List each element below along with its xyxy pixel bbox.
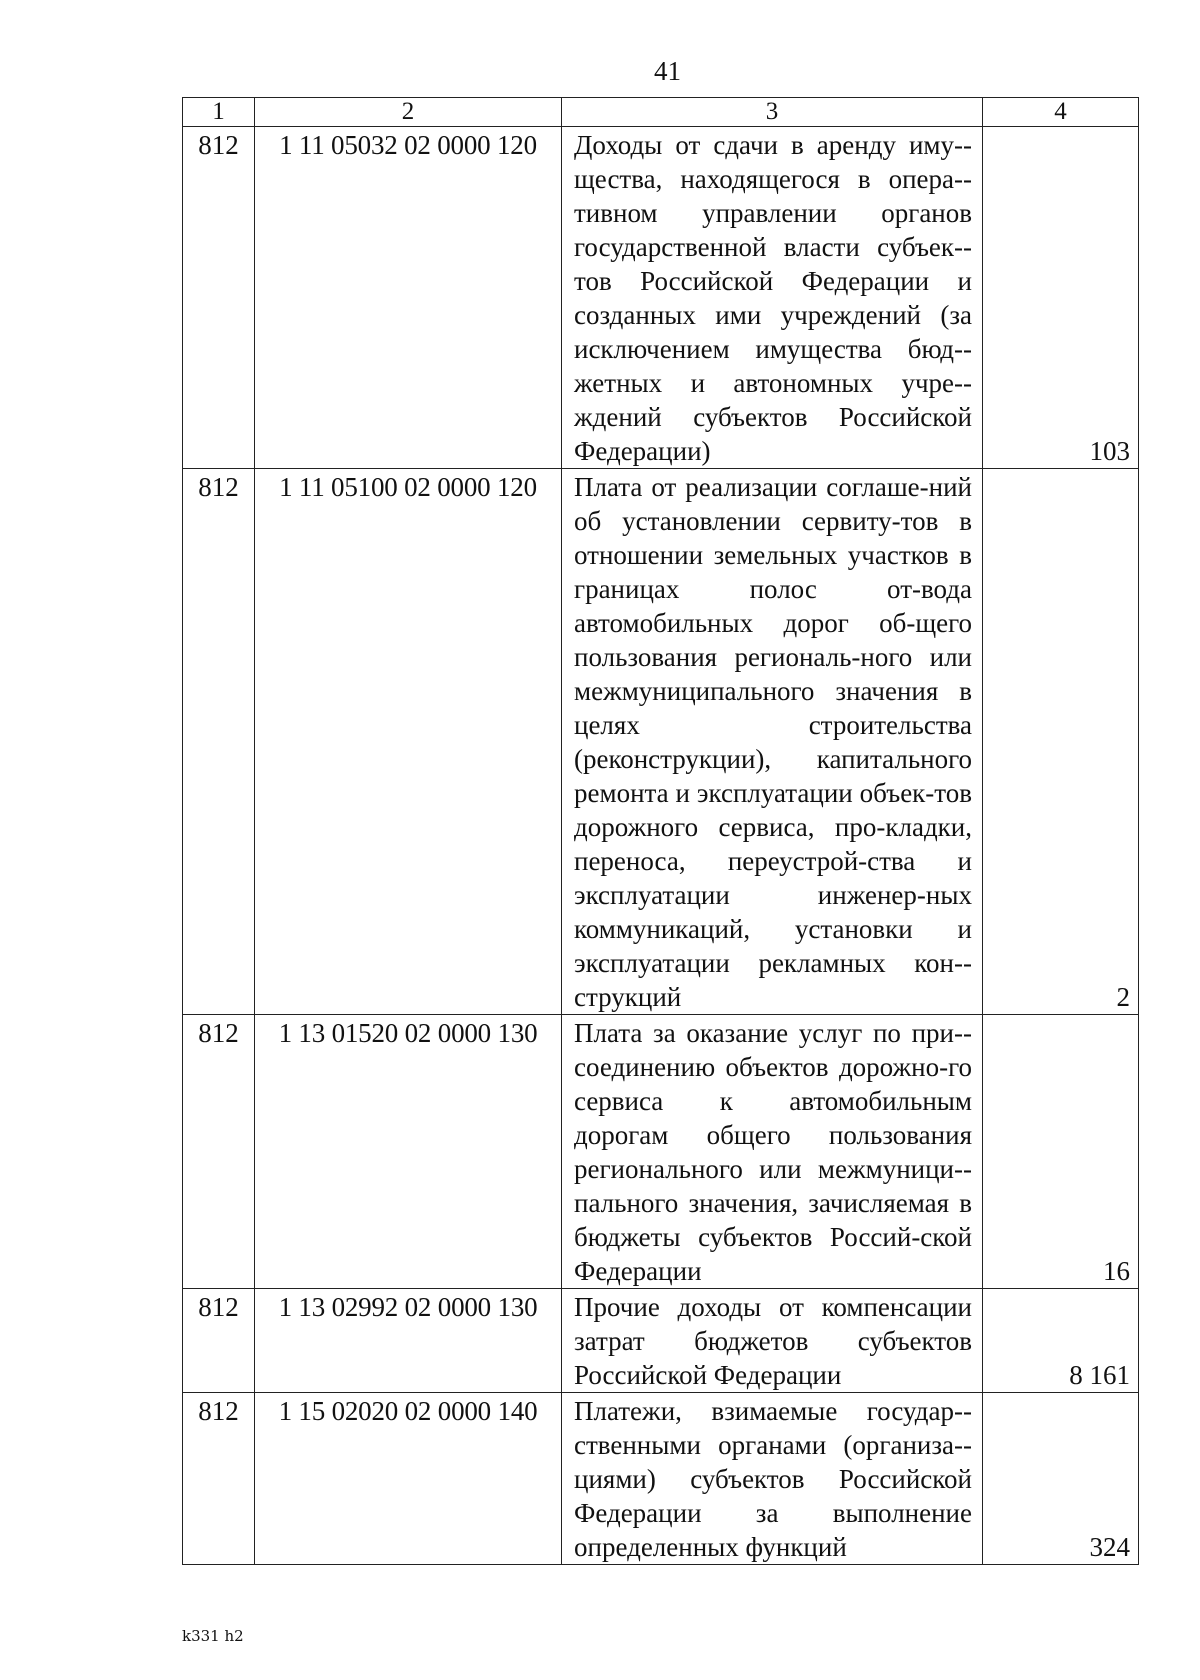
- description-cell: Платежи, взимаемые государ-ственными органами (организа-циями) субъектов Российской Федерации за выполнение определенных функций: [562, 1393, 983, 1565]
- budget-code-cell: 1 13 02992 02 0000 130: [255, 1289, 562, 1393]
- amount-cell: 8 161: [983, 1289, 1139, 1393]
- revenue-table: [182, 97, 1139, 1565]
- budget-code-cell: 1 13 01520 02 0000 130: [255, 1015, 562, 1289]
- amount-cell: 324: [983, 1393, 1139, 1565]
- column-header-4: 4: [983, 98, 1139, 127]
- admin-code-cell: 812: [183, 469, 255, 1015]
- amount-cell: 103: [983, 127, 1139, 469]
- column-header-2: 2: [255, 98, 562, 127]
- amount-cell: 16: [983, 1015, 1139, 1289]
- table-row: [183, 469, 1139, 1015]
- page-number: 41: [654, 56, 681, 86]
- table-row: [183, 127, 1139, 469]
- document-footer-code: k331 h2: [182, 1627, 244, 1645]
- column-header-3: 3: [562, 98, 983, 127]
- table-row: [183, 1015, 1139, 1289]
- admin-code-cell: 812: [183, 1289, 255, 1393]
- admin-code-cell: 812: [183, 1015, 255, 1289]
- column-header-1: 1: [183, 98, 255, 127]
- description-cell: Плата за оказание услуг по при-соединению объектов дорожно-го сервиса к автомобильным дорогам общего пользования регионального или межмуници-пального значения, зачисляемая в бюджеты субъектов Россий-ской Федерации: [562, 1015, 983, 1289]
- budget-code-cell: 1 11 05100 02 0000 120: [255, 469, 562, 1015]
- amount-cell: 2: [983, 469, 1139, 1015]
- table-header-row: [183, 98, 1139, 127]
- description-cell: Прочие доходы от компенсации затрат бюджетов субъектов Российской Федерации: [562, 1289, 983, 1393]
- table-row: [183, 1393, 1139, 1565]
- admin-code-cell: 812: [183, 1393, 255, 1565]
- budget-code-cell: 1 11 05032 02 0000 120: [255, 127, 562, 469]
- table-row: [183, 1289, 1139, 1393]
- description-cell: Доходы от сдачи в аренду иму-щества, находящегося в опера-тивном управлении органов государственной власти субъек-тов Российской Федерации и созданных ими учреждений (за исключением имущества бюд-жетных и автономных учре-ждений субъектов Российской Федерации): [562, 127, 983, 469]
- admin-code-cell: 812: [183, 127, 255, 469]
- description-cell: Плата от реализации соглаше-ний об установлении сервиту-тов в отношении земельных участков в границах полос от-вода автомобильных дорог об-щего пользования региональ-ного или межмуниципального значения в целях строительства (реконструкции), капитального ремонта и эксплуатации объек-тов дорожного сервиса, про-кладки, переноса, переустрой-ства и эксплуатации инженер-ных коммуникаций, установки и эксплуатации рекламных кон-струкций: [562, 469, 983, 1015]
- budget-code-cell: 1 15 02020 02 0000 140: [255, 1393, 562, 1565]
